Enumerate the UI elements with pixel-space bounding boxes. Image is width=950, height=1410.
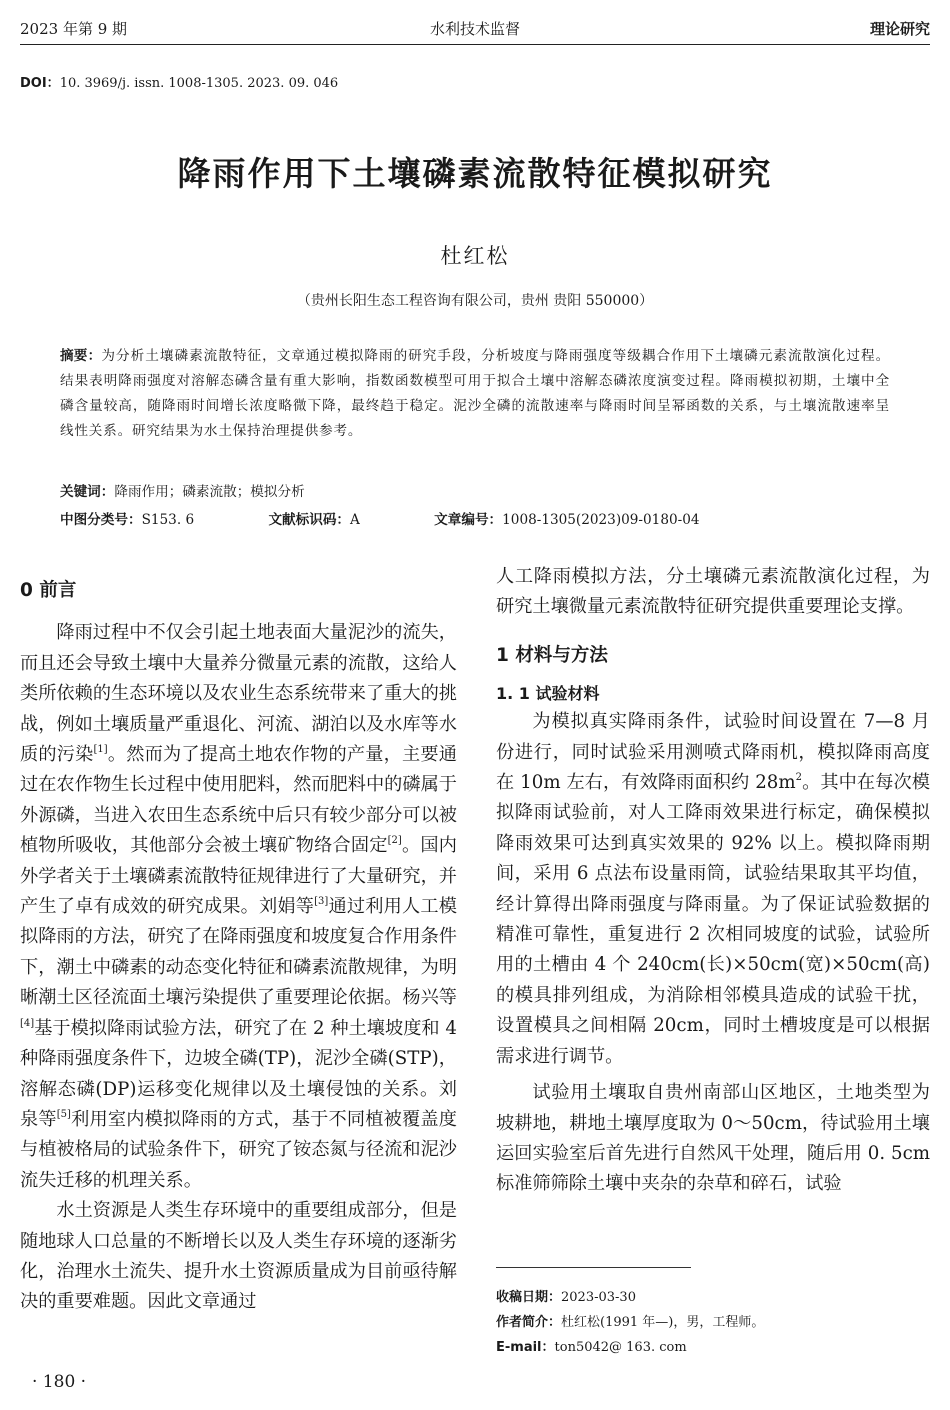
received-label: 收稿日期：	[496, 1290, 562, 1305]
intro-paragraph-2: 水土资源是人类生存环境中的重要组成部分，但是随地球人口总量的不断增长以及人类生存环境的逐渐劣化，治理水土流失、提升水土资源质量成为目前亟待解决的重要难题。因此文章通过	[20, 1200, 457, 1313]
right-column	[496, 562, 930, 1200]
received-date: 2023-03-30	[561, 1290, 636, 1305]
text-run: 。其中在每次模拟降雨试验前，对人工降雨效果进行标定，确保模拟降雨效果可达到真实效果的 92% 以上。模拟降雨期间，采用 6 点法布设量雨筒，试验结果取其平均值，经计算得出降雨强度与降雨量。为了保证试验数据的精准可靠性，重复进行 2 次相同坡度的试验，试验所用的土槽由 4 个 240cm(长)×50cm(宽)×50cm(高)的模具排列组成，为消除相邻模具造成的试验干扰，设置模具之间相隔 20cm，同时土槽坡度是可以根据需求进行调节。	[496, 772, 930, 1067]
abstract	[60, 344, 890, 444]
citation-3: [3]	[314, 896, 329, 908]
text-run: 降雨过程中不仅会引起土地表面大量泥沙的流失，而且还会导致土壤中大量养分微量元素的流散，这给人类所依赖的生态环境以及农业生态系统带来了重大的挑战，例如土壤质量严重退化、河流、湖泊以及水库等水质的污染	[20, 622, 457, 766]
journal-issue: 2023 年第 9 期	[20, 20, 128, 38]
affiliation: （贵州长阳生态工程咨询有限公司，贵州 贵阳 550000）	[296, 293, 654, 309]
journal-name: 水利技术监督	[429, 20, 520, 38]
classification-line	[60, 508, 700, 528]
intro-paragraph-continued: 人工降雨模拟方法，分土壤磷元素流散演化过程，为研究土壤微量元素流散特征研究提供重要理论支撑。	[496, 566, 930, 618]
superscript-2: 2	[795, 772, 802, 784]
doc-code-label: 文献标识码：	[268, 512, 351, 528]
footnote-rule	[496, 1267, 691, 1268]
text-run: 。国内外学者关于土壤磷素流散特征规律进行了大量研究，并产生了卓有成效的研究成果。刘娟等	[20, 835, 457, 918]
doi-label: DOI：	[20, 76, 60, 91]
citation-4: [4]	[20, 1017, 35, 1029]
text-run: 利用室内模拟降雨的方式，基于不同植被覆盖度与植被格局的试验条件下，研究了铵态氮与径流和泥沙流失迁移的机理关系。	[20, 1108, 457, 1191]
doi-value: 10. 3969/j. issn. 1008-1305. 2023. 09. 046	[59, 76, 339, 91]
article-no-label: 文章编号：	[434, 512, 503, 528]
footnote-received	[496, 1286, 636, 1305]
doi	[20, 72, 338, 91]
section-1-heading: 1 材料与方法	[496, 644, 608, 666]
section-1-1-heading: 1. 1 试验材料	[496, 684, 600, 704]
left-column	[20, 580, 457, 1318]
paper-title: 降雨作用下土壤磷素流散特征模拟研究	[177, 154, 773, 193]
text-run: 为模拟真实降雨条件，试验时间设置在 7—8 月份进行，同时试验采用测喷式降雨机，模拟降雨高度在 10m 左右，有效降雨面积约 28m	[496, 711, 930, 794]
text-run: 。然而为了提高土地农作物的产量，主要通过在农作物生长过程中使用肥料，然而肥料中的磷属于外源磷，当进入农田生态系统中后只有较少部分可以被植物所吸收，其他部分会被土壤矿物络合固定	[20, 744, 457, 857]
clc-value: S153. 6	[141, 512, 195, 528]
bio-label: 作者简介：	[496, 1315, 562, 1330]
email-address: ton5042@ 163. com	[554, 1340, 687, 1355]
bio-text: 杜红松(1991 年—)，男，工程师。	[561, 1315, 765, 1330]
text-run: 通过利用人工模拟降雨的方法，研究了在降雨强度和坡度复合作用条件下，潮土中磷素的动态变化特征和磷素流散规律，为明晰潮土区径流面土壤污染提供了重要理论依据。杨兴等	[20, 896, 457, 1009]
article-no-value: 1008-1305(2023)09-0180-04	[502, 512, 700, 528]
intro-paragraph-1	[20, 618, 457, 1196]
footnote-author-bio	[496, 1311, 764, 1330]
abstract-text: 为分析土壤磷素流散特征，文章通过模拟降雨的研究手段，分析坡度与降雨强度等级耦合作用下土壤磷元素流散演化过程。结果表明降雨强度对溶解态磷含量有重大影响，指数函数模型可用于拟合土壤中溶解态磷浓度演变过程。降雨模拟初期，土壤中全磷含量较高，随降雨时间增长浓度略微下降，最终趋于稳定。泥沙全磷的流散速率与降雨时间呈幂函数的关系，与土壤流散速率呈线性关系。研究结果为水土保持治理提供参考。	[60, 348, 890, 439]
materials-paragraph-2: 试验用土壤取自贵州南部山区地区，土地类型为坡耕地，耕地土壤厚度取为 0～50cm，待试验用土壤运回实验室后首先进行自然风干处理，随后用 0. 5cm 标准筛筛除土壤中夹杂的杂草和碎石，试验	[496, 1082, 930, 1195]
section-label: 理论研究	[869, 20, 930, 38]
keywords-label: 关键词：	[60, 484, 115, 500]
text-run: 基于模拟降雨试验方法，研究了在 2 种土壤坡度和 4 种降雨强度条件下，边坡全磷(TP)，泥沙全磷(STP)，溶解态磷(DP)运移变化规律以及土壤侵蚀的关系。刘泉等	[20, 1017, 457, 1130]
citation-2: [2]	[387, 835, 402, 847]
materials-paragraph-1	[496, 707, 930, 1072]
keywords-text: 降雨作用；磷素流散；模拟分析	[114, 484, 305, 500]
citation-1: [1]	[93, 744, 108, 756]
author: 杜红松	[440, 244, 510, 268]
footnote-email	[496, 1336, 687, 1355]
clc-label: 中图分类号：	[60, 512, 142, 528]
citation-5: [5]	[56, 1108, 71, 1120]
keywords	[60, 480, 305, 500]
doc-code-value: A	[350, 512, 360, 528]
section-0-heading: 0 前言	[20, 580, 77, 601]
abstract-label: 摘要：	[60, 348, 102, 364]
header-rule	[20, 44, 930, 45]
page-number: · 180 ·	[32, 1372, 87, 1392]
email-label: E-mail：	[496, 1340, 555, 1355]
